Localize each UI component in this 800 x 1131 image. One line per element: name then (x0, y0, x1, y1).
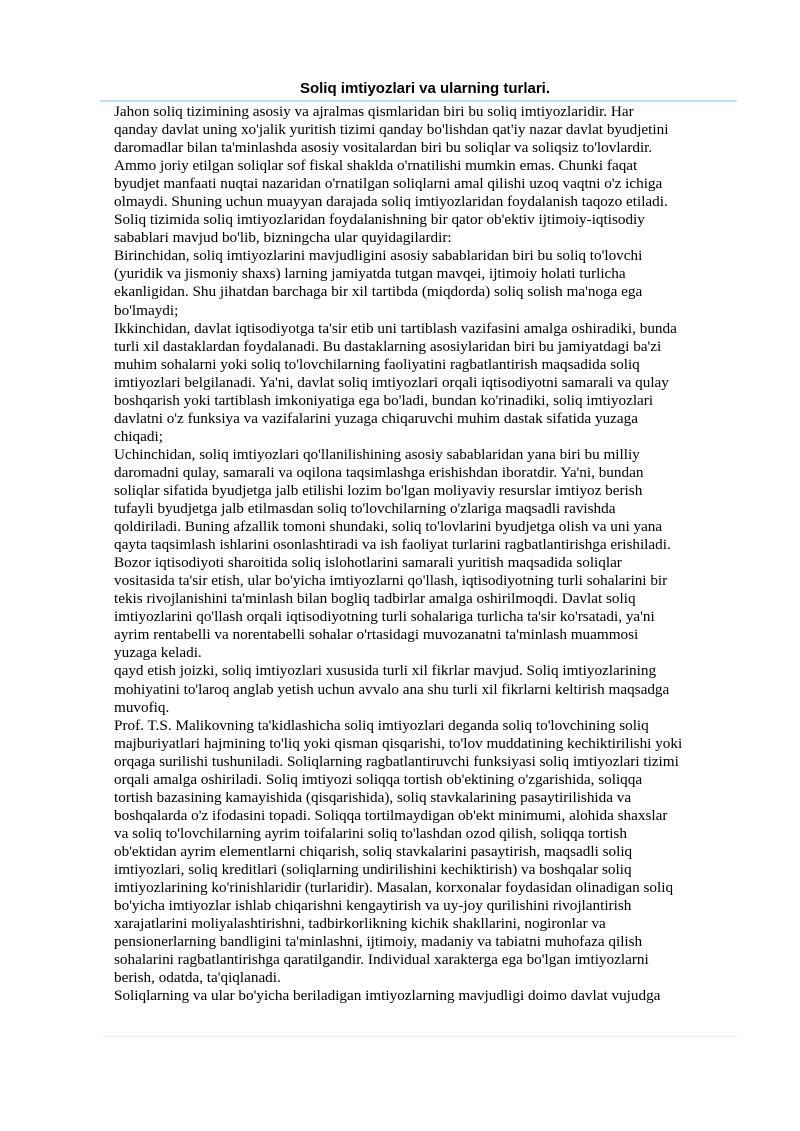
document-body (114, 103, 720, 1005)
paragraph: qayd etish joizki, soliq imtiyozlari xususida turli xil fikrlar mavjud. Soliq imtiyozlarining mohiyatini to'laroq anglab yetish uchun avvalo ana shu turli xil fikrlarni keltirish maqsadga muvofiq. (114, 662, 670, 716)
paragraph: Prof. T.S. Malikovning ta'kidlashicha soliq imtiyozlari deganda soliq to'lovchining soliq majburiyatlari hajmining to'liq yoki qisman qisqarishi, to'lov muddatining kechiktirilishi yoki orqaga surilishi tushuniladi. Soliqlarning ragbatlantiruvchi funksiyasi soliq imtiyozlari tizimi orqali amalga oshiriladi. Soliq imtiyozi soliqqa tortish ob'ektining o'zgarishida, soliqqa tortish bazasining kamayishida (qisqarishida), soliq stavkalarining pasaytirilishida va boshqalarda o'z ifodasini topadi. Soliqqa tortilmaydigan ob'ekt minimumi, alohida shaxslar va soliq to'lovchilarning ayrim toifalarini soliq to'lashdan ozod qilish, soliqqa tortish ob'ektidan ayrim elementlarni chiqarish, soliq stavkalarini pasaytirish, maqsadli soliq imtiyozlari, soliq kreditlari (soliqlarning undirilishini kechiktirish) va boshqalar soliq imtiyozlarining ko'rinishlaridir (turlaridir). Masalan, korxonalar foydasidan olinadigan soliq bo'yicha imtiyozlar ishlab chiqarishni kengaytirish va uy-joy qurilishini rivojlantirish xarajatlarini moliyalashtirishni, tadbirkorlikning kichik shakllarini, nogironlar va pensionerlarning bandligini ta'minlashni, ijtimoiy, madaniy va tabiatni muhofaza qilish sohalarini ragbatlantirishga qaratilgandir. Individual xarakterga ega bo'lgan imtiyozlarni berish, odatda, ta'qiqlanadi. (114, 716, 683, 987)
paragraph: Soliqlarning va ular bo'yicha beriladigan imtiyozlarning mavjudligi doimo davlat vujudga (114, 987, 661, 1005)
document-title: Soliq imtiyozlari va ularning turlari. (299, 80, 551, 97)
paragraph: Jahon soliq tizimining asosiy va ajralmas qismlaridan biri bu soliq imtiyozlaridir. Har qanday davlat uning xo'jalik yuritish tizimi qanday bo'lishdan qat'iy nazar davlat byudjetini daromadlar bilan ta'minlashda asosiy vositalardan biri bu soliqlar va soliqsiz to'lovlardir. Ammo joriy etilgan soliqlar sof fiskal shaklda o'rnatilishi mumkin emas. Chunki faqat byudjet manfaati nuqtai nazaridan o'rnatilgan soliqlarni amal qilishi uzoq vaqtni o'z ichiga olmaydi. Shuning uchun muayyan darajada soliq imtiyozlaridan foydalanish taqozo etiladi. (114, 103, 669, 211)
paragraph: Bozor iqtisodiyoti sharoitida soliq islohotlarini samarali yuritish maqsadida soliqlar vositasida ta'sir etish, ular bo'yicha imtiyozlarni qo'llash, iqtisodiyotning turli sohalarini bir tekis rivojlanishini ta'minlash bilan bogliq tadbirlar amalga oshirilmoqdi. Davlat soliq imtiyozlarini qo'llash orqali iqtisodiyotning turli sohalariga turlicha ta'sir ko'rsatadi, ya'ni ayrim rentabelli va norentabelli sohalar o'rtasidagi muvozanatni ta'minlash muammosi yuzaga keladi. (114, 554, 668, 662)
title-underline (100, 100, 737, 102)
paragraph: Birinchidan, soliq imtiyozlarini mavjudligini asosiy sabablaridan biri bu soliq to'lovchi (yuridik va jismoniy shaxs) larning jamiyatda tutgan mavqei, ijtimoiy holati turlicha ekanligidan. Shu jihatdan barchaga bir xil tartibda (miqdorda) soliq solish ma'noga ega bo'lmaydi; (114, 247, 643, 319)
paragraph: Soliq tizimida soliq imtiyozlaridan foydalanishning bir qator ob'ektiv ijtimoiy-iqtisodiy sabablari mavjud bo'lib, bizningcha ular quyidagilardir: (114, 211, 645, 247)
paragraph: Uchinchidan, soliq imtiyozlari qo'llanilishining asosiy sabablaridan yana biri bu milliy daromadni qulay, samarali va oqilona taqsimlashga erishishdan iboratdir. Ya'ni, bundan soliqlar sifatida byudjetga jalb etilishi lozim bo'lgan moliyaviy resurslar imtiyoz berish tufayli byudjetga jalb etilmasdan soliq to'lovchilarning o'zlariga maqsadli ravishda qoldiriladi. Buning afzallik tomoni shundaki, soliq to'lovlarini byudjetga olish va uni yana qayta taqsimlash ishlarini osonlashtiradi va ish faoliyat turlarini ragbatlantirishga erishiladi. (114, 445, 671, 554)
page-bottom-divider (100, 1036, 737, 1037)
paragraph: Ikkinchidan, davlat iqtisodiyotga ta'sir etib uni tartiblash vazifasini amalga oshiradiki, bunda turli xil dastaklardan foydalanadi. Bu dastaklarning asosiylaridan biri bu jamiyatdagi ba'zi muhim sohalarni yoki soliq to'lovchilarning faoliyatini ragbatlantirish maqsadida soliq imtiyozlari belgilanadi. Ya'ni, davlat soliq imtiyozlari orqali iqtisodiyotni samarali va qulay boshqarish yoki tartiblash imkoniyatiga ega bo'ladi, bundan ko'rinadiki, soliq imtiyozlari davlatni o'z funksiya va vazifalarini yuzaga chiqaruvchi muhim dastak sifatida yuzaga chiqadi; (114, 319, 677, 445)
